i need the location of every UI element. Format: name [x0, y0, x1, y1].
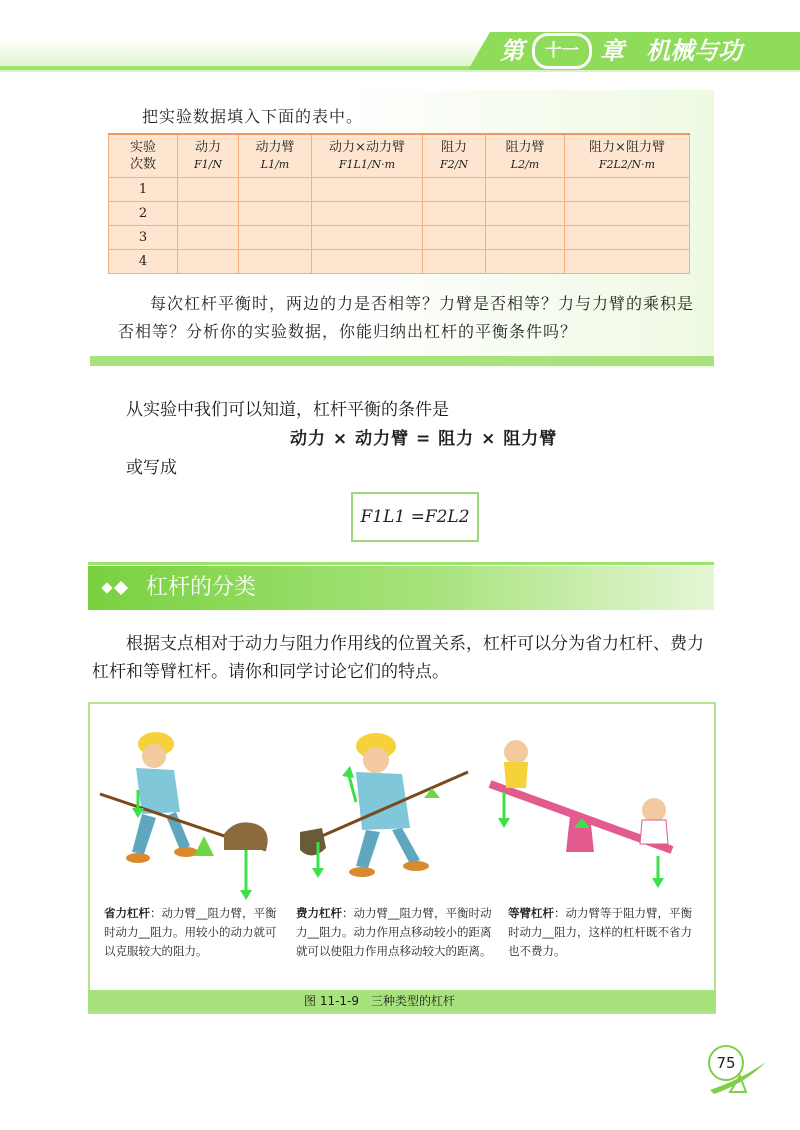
- table-row: [109, 178, 690, 202]
- empty-cell[interactable]: [423, 226, 486, 250]
- experiment-panel-bottom-bar: [90, 356, 714, 366]
- force-saving-lever-desc: [104, 904, 284, 961]
- empty-cell[interactable]: [565, 202, 690, 226]
- trial-number: 4: [109, 250, 178, 274]
- empty-cell[interactable]: [312, 178, 423, 202]
- chapter-header: [500, 34, 742, 68]
- down-arrow-icon: [240, 890, 252, 900]
- distance-saving-lever-desc: [296, 904, 492, 961]
- empty-cell[interactable]: [486, 226, 565, 250]
- table-row: [109, 202, 690, 226]
- table-header-cell: 实验 次数: [109, 134, 178, 178]
- balance-formula-words: 动力 × 动力臂 = 阻力 × 阻力臂: [290, 429, 558, 449]
- chapter-suffix: 章: [600, 36, 624, 65]
- empty-cell[interactable]: [565, 250, 690, 274]
- table-header-cell: 动力×动力臂 F1L1/N·m: [312, 134, 423, 178]
- chapter-title: 机械与功: [646, 36, 742, 65]
- empty-cell[interactable]: [312, 202, 423, 226]
- empty-cell[interactable]: [486, 202, 565, 226]
- section-title: 杠杆的分类: [146, 575, 257, 600]
- equal-arm-lever-desc: [508, 904, 700, 961]
- lever-description: ：动力臂__阻力臂，平衡时动力__阻力。动力作用点移动较小的距离就可以使阻力作用点移动较大的距离。: [296, 906, 492, 958]
- table-header-row: [109, 134, 690, 178]
- down-arrow-icon: [498, 818, 510, 828]
- empty-cell[interactable]: [178, 202, 239, 226]
- fulcrum-icon: [194, 836, 214, 856]
- trial-number: 1: [109, 178, 178, 202]
- table-header-cell: 动力臂 L1/m: [239, 134, 312, 178]
- empty-cell[interactable]: [178, 250, 239, 274]
- empty-cell[interactable]: [239, 250, 312, 274]
- empty-cell[interactable]: [565, 178, 690, 202]
- lever-term: 费力杠杆: [296, 906, 342, 920]
- experiment-question: 每次杠杆平衡时，两边的力是否相等？力臂是否相等？力与力臂的乘积是否相等？分析你的实验数据，你能归纳出杠杆的平衡条件吗？: [118, 294, 695, 341]
- empty-cell[interactable]: [178, 178, 239, 202]
- lever-term: 等臂杠杆: [508, 906, 554, 920]
- table-header-cell: 阻力 F2/N: [423, 134, 486, 178]
- empty-cell[interactable]: [312, 250, 423, 274]
- figure-caption: 图 11-1-9 三种类型的杠杆: [304, 994, 456, 1008]
- empty-cell[interactable]: [565, 226, 690, 250]
- experiment-data-table: [108, 133, 690, 274]
- empty-cell[interactable]: [423, 202, 486, 226]
- seesaw-lever-illustration: [482, 732, 708, 902]
- shovel-lever-illustration: [292, 732, 482, 902]
- down-arrow-icon: [652, 878, 664, 888]
- table-row: [109, 226, 690, 250]
- balance-formula-symbol: F1L1 =F2L2: [360, 507, 470, 527]
- or-write-label: 或写成: [126, 458, 177, 478]
- table-header-cell: 动力 F1/N: [178, 134, 239, 178]
- trial-number: 2: [109, 202, 178, 226]
- experiment-intro: 把实验数据填入下面的表中。: [142, 107, 364, 126]
- table-row: [109, 250, 690, 274]
- down-arrow-icon: [312, 868, 324, 878]
- shovel-blade-icon: [300, 828, 326, 856]
- crowbar-lever-illustration: [96, 732, 286, 902]
- empty-cell[interactable]: [486, 178, 565, 202]
- balance-formula-box: [351, 492, 479, 542]
- chapter-number-badge: 十一: [532, 33, 592, 69]
- conclusion-intro: 从实验中我们可以知道，杠杆平衡的条件是: [126, 400, 449, 420]
- empty-cell[interactable]: [239, 178, 312, 202]
- empty-cell[interactable]: [178, 226, 239, 250]
- page-number: 75: [708, 1045, 744, 1081]
- lever-description: ：动力臂__阻力臂，平衡时动力__阻力。用较小的动力就可以克服较大的阻力。: [104, 906, 277, 958]
- empty-cell[interactable]: [423, 250, 486, 274]
- empty-cell[interactable]: [423, 178, 486, 202]
- lever-term: 省力杠杆: [104, 906, 150, 920]
- up-arrow-icon: [342, 766, 354, 778]
- empty-cell[interactable]: [239, 202, 312, 226]
- diamond-bullet-icon: [100, 578, 140, 598]
- empty-cell[interactable]: [239, 226, 312, 250]
- trial-number: 3: [109, 226, 178, 250]
- empty-cell[interactable]: [312, 226, 423, 250]
- chapter-prefix: 第: [500, 36, 524, 65]
- table-header-cell: 阻力臂 L2/m: [486, 134, 565, 178]
- empty-cell[interactable]: [486, 250, 565, 274]
- section-paragraph: 根据支点相对于动力与阻力作用线的位置关系，杠杆可以分为省力杠杆、费力杠杆和等臂杠杆。请你和同学讨论它们的特点。: [92, 634, 704, 682]
- table-header-cell: 阻力×阻力臂 F2L2/N·m: [565, 134, 690, 178]
- section-top-rule: [88, 562, 714, 565]
- lever-description: ：动力臂等于阻力臂，平衡时动力__阻力，这样的杠杆既不省力也不费力。: [508, 906, 692, 958]
